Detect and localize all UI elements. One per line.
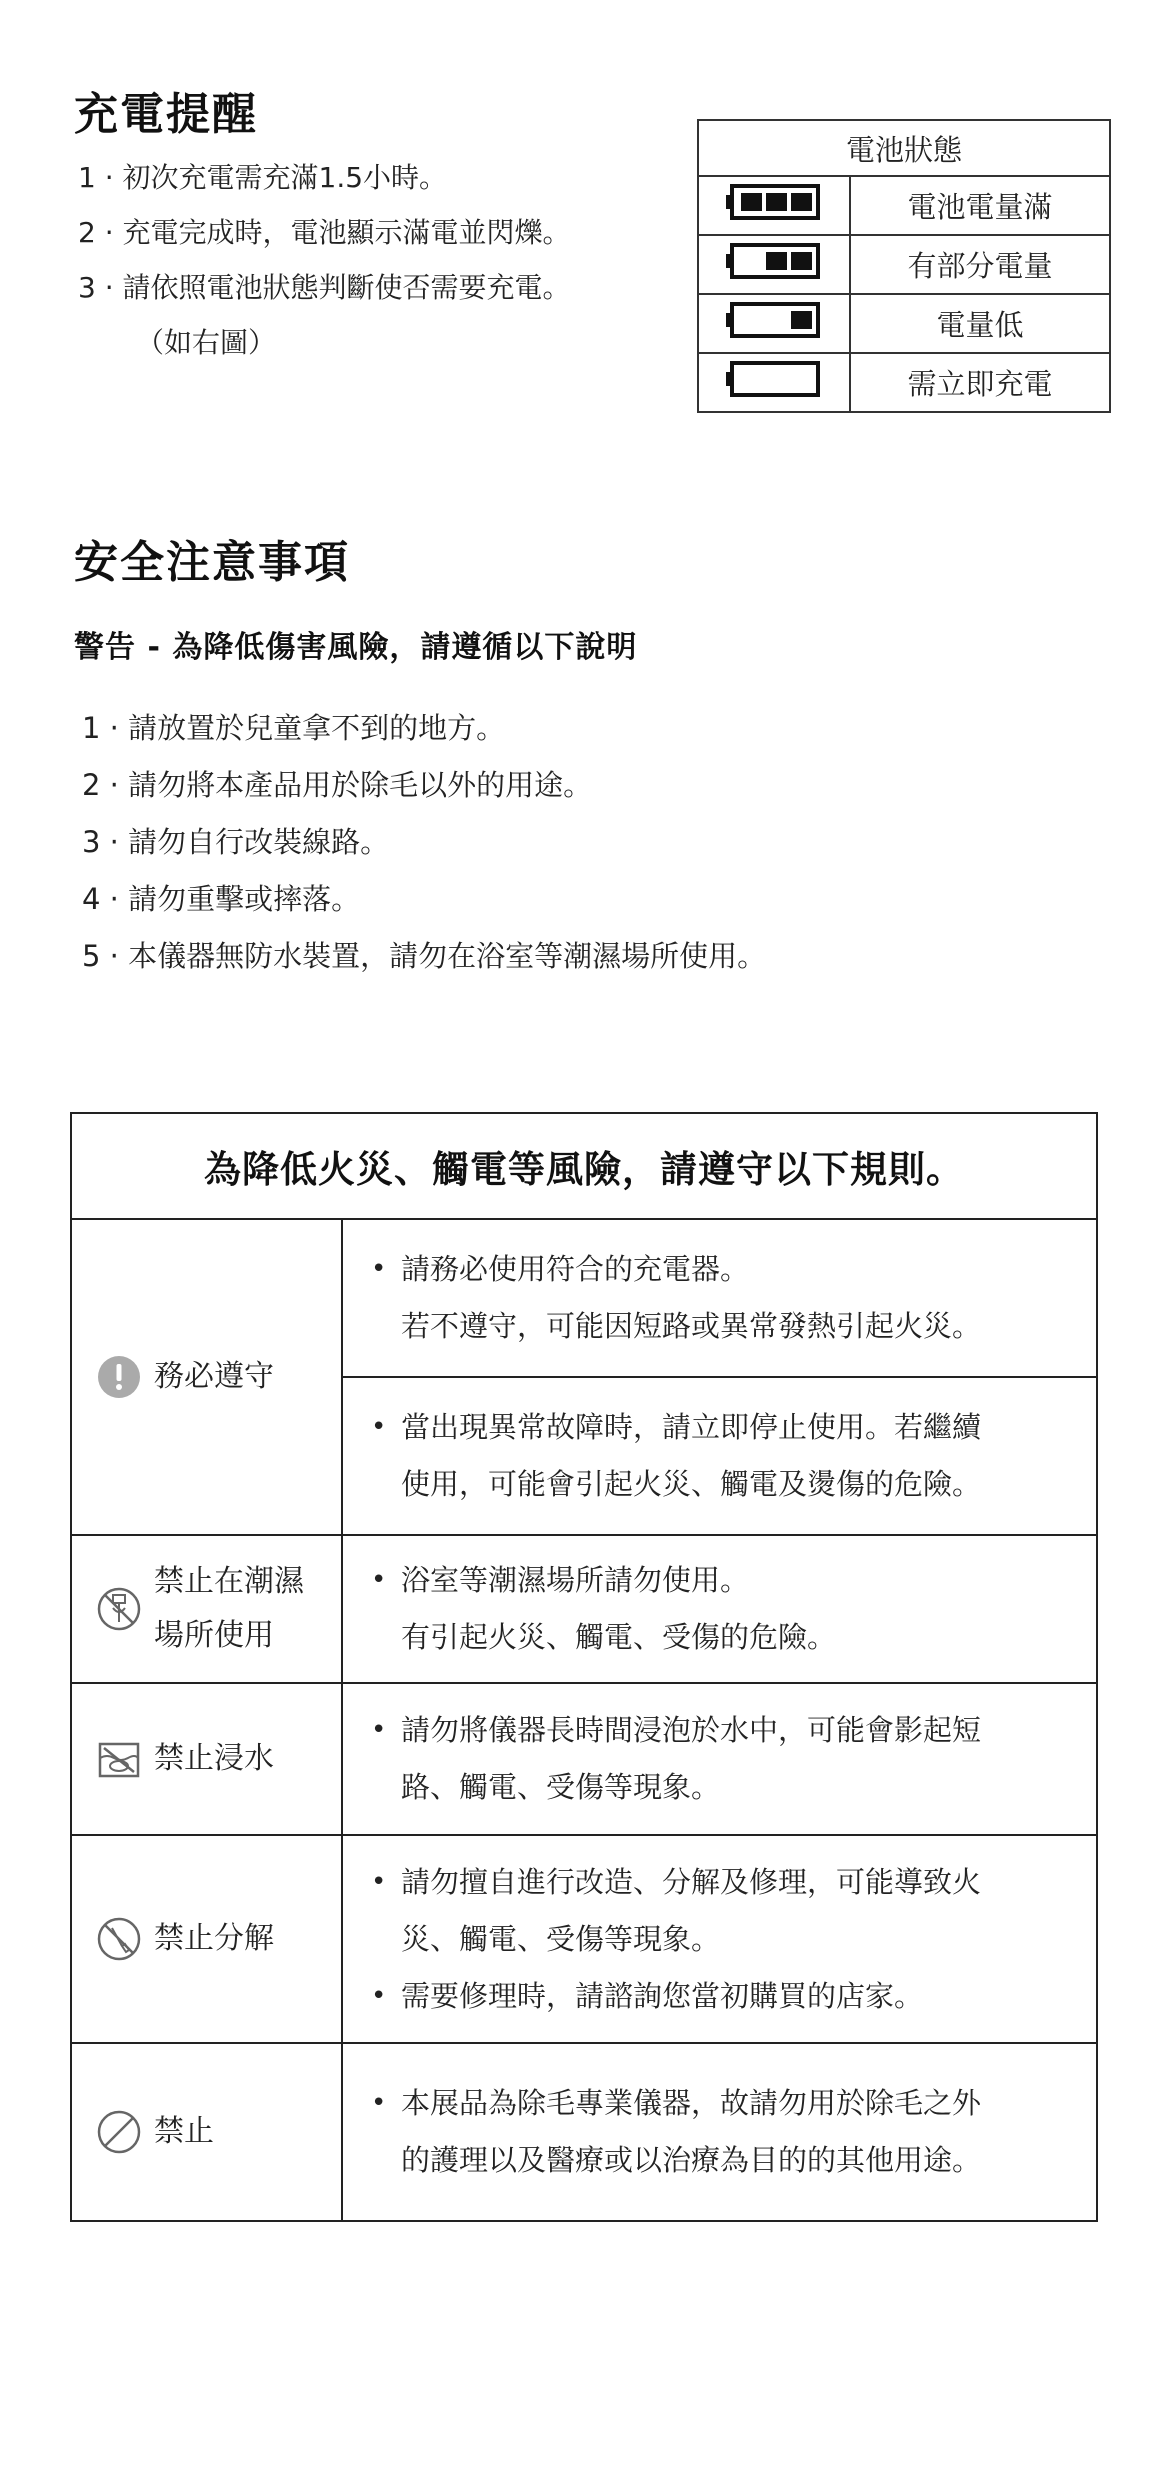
list-item: 3 · 請依照電池狀態判斷使否需要充電。 — [78, 271, 571, 304]
list-item: 5 · 本儀器無防水裝置，請勿在浴室等潮濕場所使用。 — [82, 939, 767, 973]
rule-text: • 浴室等潮濕場所請勿使用。 — [371, 1552, 1072, 1609]
rule-text: 使用，可能會引起火災、觸電及燙傷的危險。 — [401, 1467, 982, 1501]
list-item: 1 · 請放置於兒童拿不到的地方。 — [82, 711, 506, 745]
battery-full-icon — [726, 182, 822, 222]
rule-text: • 本展品為除毛專業儀器，故請勿用於除毛之外 — [371, 2075, 1072, 2132]
battery-low-icon — [726, 300, 822, 340]
safety-list — [82, 700, 766, 985]
rule-text: • 當出現異常故障時，請立即停止使用。若繼續 — [371, 1399, 1072, 1456]
list-item: 2 · 充電完成時，電池顯示滿電並閃爍。 — [78, 216, 571, 249]
battery-table-header: 電池狀態 — [698, 120, 1110, 176]
rule-text: • 請勿擅自進行改造、分解及修理，可能導致火 — [371, 1854, 1072, 1911]
list-item: 1 · 初次充電需充滿1.5小時。 — [78, 161, 448, 194]
no-disassembly-icon — [96, 1916, 142, 1962]
safety-warning: 警告 - 為降低傷害風險，請遵循以下說明 — [74, 630, 638, 665]
rule-label: 禁止 — [154, 2114, 214, 2149]
list-item: 4 · 請勿重擊或摔落。 — [82, 882, 361, 916]
battery-label: 有部分電量 — [850, 235, 1110, 294]
list-item: 3 · 請勿自行改裝線路。 — [82, 825, 390, 859]
rule-label: 場所使用 — [154, 1618, 274, 1653]
prohibited-icon — [96, 2109, 142, 2155]
list-item: （如右圖） — [136, 326, 277, 359]
list-item: 2 · 請勿將本產品用於除毛以外的用途。 — [82, 768, 593, 802]
rule-label: 禁止浸水 — [154, 1741, 274, 1776]
rules-table — [70, 1112, 1098, 2222]
rule-text: 有引起火災、觸電、受傷的危險。 — [401, 1620, 837, 1654]
rule-text: • 需要修理時，請諮詢您當初購買的店家。 — [371, 1968, 1072, 2025]
rule-row — [72, 1536, 1096, 1684]
charging-title: 充電提醒 — [74, 89, 258, 140]
rule-row — [72, 1684, 1096, 1836]
battery-label: 電池電量滿 — [850, 176, 1110, 235]
safety-title: 安全注意事項 — [74, 537, 350, 588]
battery-empty-icon — [726, 359, 822, 399]
rules-header: 為降低火災、觸電等風險，請遵守以下規則。 — [72, 1114, 1096, 1220]
charging-list — [78, 150, 571, 370]
rule-row — [72, 1220, 1096, 1536]
battery-partial-icon — [726, 241, 822, 281]
no-wet-location-icon — [96, 1586, 142, 1632]
battery-label: 需立即充電 — [850, 353, 1110, 412]
rule-text: 的護理以及醫療或以治療為目的的其他用途。 — [401, 2143, 982, 2177]
battery-label: 電量低 — [850, 294, 1110, 353]
rule-row — [72, 1836, 1096, 2044]
rule-text: • 請務必使用符合的充電器。 — [371, 1241, 1072, 1298]
rule-row — [72, 2044, 1096, 2220]
rule-label: 禁止在潮濕 — [154, 1564, 304, 1599]
battery-status-table — [697, 119, 1111, 413]
rule-text: 災、觸電、受傷等現象。 — [401, 1921, 721, 1956]
rule-text: • 請勿將儀器長時間浸泡於水中，可能會影起短 — [371, 1702, 1072, 1759]
rule-label: 務必遵守 — [154, 1359, 274, 1394]
rule-label: 禁止分解 — [154, 1921, 274, 1956]
no-immersion-icon — [96, 1736, 142, 1782]
exclamation-icon — [96, 1354, 142, 1400]
rule-text: 路、觸電、受傷等現象。 — [401, 1770, 721, 1804]
rule-text: 若不遵守，可能因短路或異常發熱引起火災。 — [401, 1309, 982, 1343]
